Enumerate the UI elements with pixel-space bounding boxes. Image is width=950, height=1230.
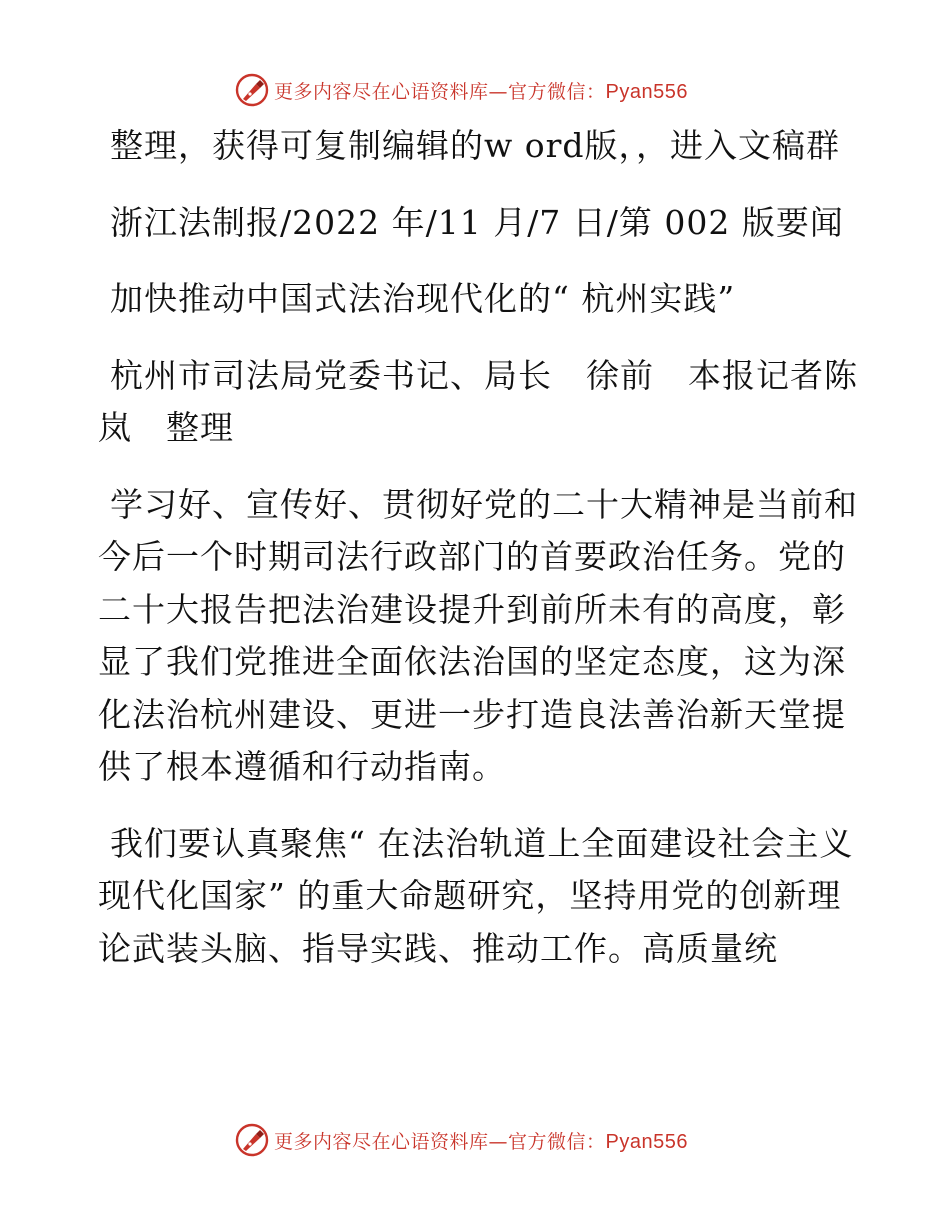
body-paragraph: 学习好、宣传好、贯彻好党的二十大精神是当前和今后一个时期司法行政部门的首要政治任务。党的二十大报告把法治建设提升到前所未有的高度，彰显了我们党推进全面依法治国的坚定态度，这为深化法治杭州建设、更进一步打造良法善治新天堂提供了根本遵循和行动指南。 xyxy=(98,484,858,786)
watermark-site-text: 更多内容尽在心语资料库 xyxy=(274,1130,489,1153)
pen-nib-logo-icon xyxy=(234,72,270,108)
watermark-wechat-id: Pyan556 xyxy=(605,1130,688,1153)
intro-paragraph: 整理，获得可复制编辑的w ord版，，进入文稿群 xyxy=(110,126,841,165)
watermark-text xyxy=(274,77,688,104)
body-paragraph: 我们要认真聚焦“ 在法治轨道上全面建设社会主义现代化国家” 的重大命题研究，坚持用党的创新理论武装头脑、指导实践、推动工作。高质量统 xyxy=(98,823,854,968)
article-title: 加快推动中国式法治现代化的“ 杭州实践” xyxy=(110,279,736,318)
header-watermark xyxy=(234,70,754,110)
watermark-separator: — xyxy=(488,1130,509,1153)
author-line: 杭州市司法局党委书记、局长 徐前 本报记者陈岚 整理 xyxy=(98,355,858,447)
source-line: 浙江法制报/2022 年/11 月/7 日/第 002 版要闻 xyxy=(110,202,844,242)
watermark-site-text: 更多内容尽在心语资料库 xyxy=(274,80,489,103)
footer-watermark xyxy=(234,1120,754,1160)
watermark-wechat-label: 官方微信： xyxy=(508,80,606,103)
watermark-wechat-label: 官方微信： xyxy=(508,1130,606,1153)
watermark-text xyxy=(274,1127,688,1154)
document-body xyxy=(98,120,858,999)
pen-nib-logo-icon xyxy=(234,1122,270,1158)
watermark-wechat-id: Pyan556 xyxy=(605,80,688,103)
watermark-separator: — xyxy=(488,80,509,103)
